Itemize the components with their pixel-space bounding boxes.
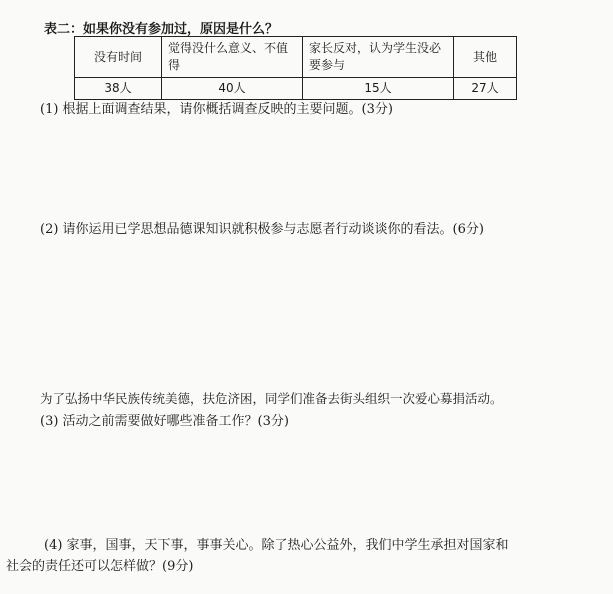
header-cell-no-time: 没有时间 [75, 37, 162, 78]
header-cell-other: 其他 [454, 37, 517, 78]
table-value-row [75, 78, 517, 100]
value-cell-no-time: 38人 [75, 78, 162, 100]
table-caption: 表二：如果你没有参加过，原因是什么？ [44, 22, 279, 37]
value-cell-parents-oppose: 15人 [303, 78, 454, 100]
survey-table [74, 36, 517, 100]
header-cell-meaningless: 觉得没什么意义、不值得 [162, 37, 303, 78]
header-cell-parents-oppose: 家长反对，认为学生没必要参与 [303, 37, 454, 78]
value-cell-other: 27人 [454, 78, 517, 100]
value-cell-meaningless: 40人 [162, 78, 303, 100]
question-2: (2) 请你运用已学思想品德课知识就积极参与志愿者行动谈谈你的看法。(6分) [40, 222, 484, 237]
question-4-line-2: 社会的责任还可以怎样做？(9分) [6, 559, 194, 574]
question-1: (1) 根据上面调查结果，请你概括调查反映的主要问题。(3分) [40, 102, 393, 117]
question-3: (3) 活动之前需要做好哪些准备工作？(3分) [40, 414, 289, 429]
activity-intro: 为了弘扬中华民族传统美德，扶危济困，同学们准备去街头组织一次爱心募捐活动。 [40, 391, 503, 406]
table-header-row [75, 37, 517, 78]
question-4-line-1: (4) 家事，国事，天下事，事事关心。除了热心公益外，我们中学生承担对国家和 [44, 538, 509, 553]
